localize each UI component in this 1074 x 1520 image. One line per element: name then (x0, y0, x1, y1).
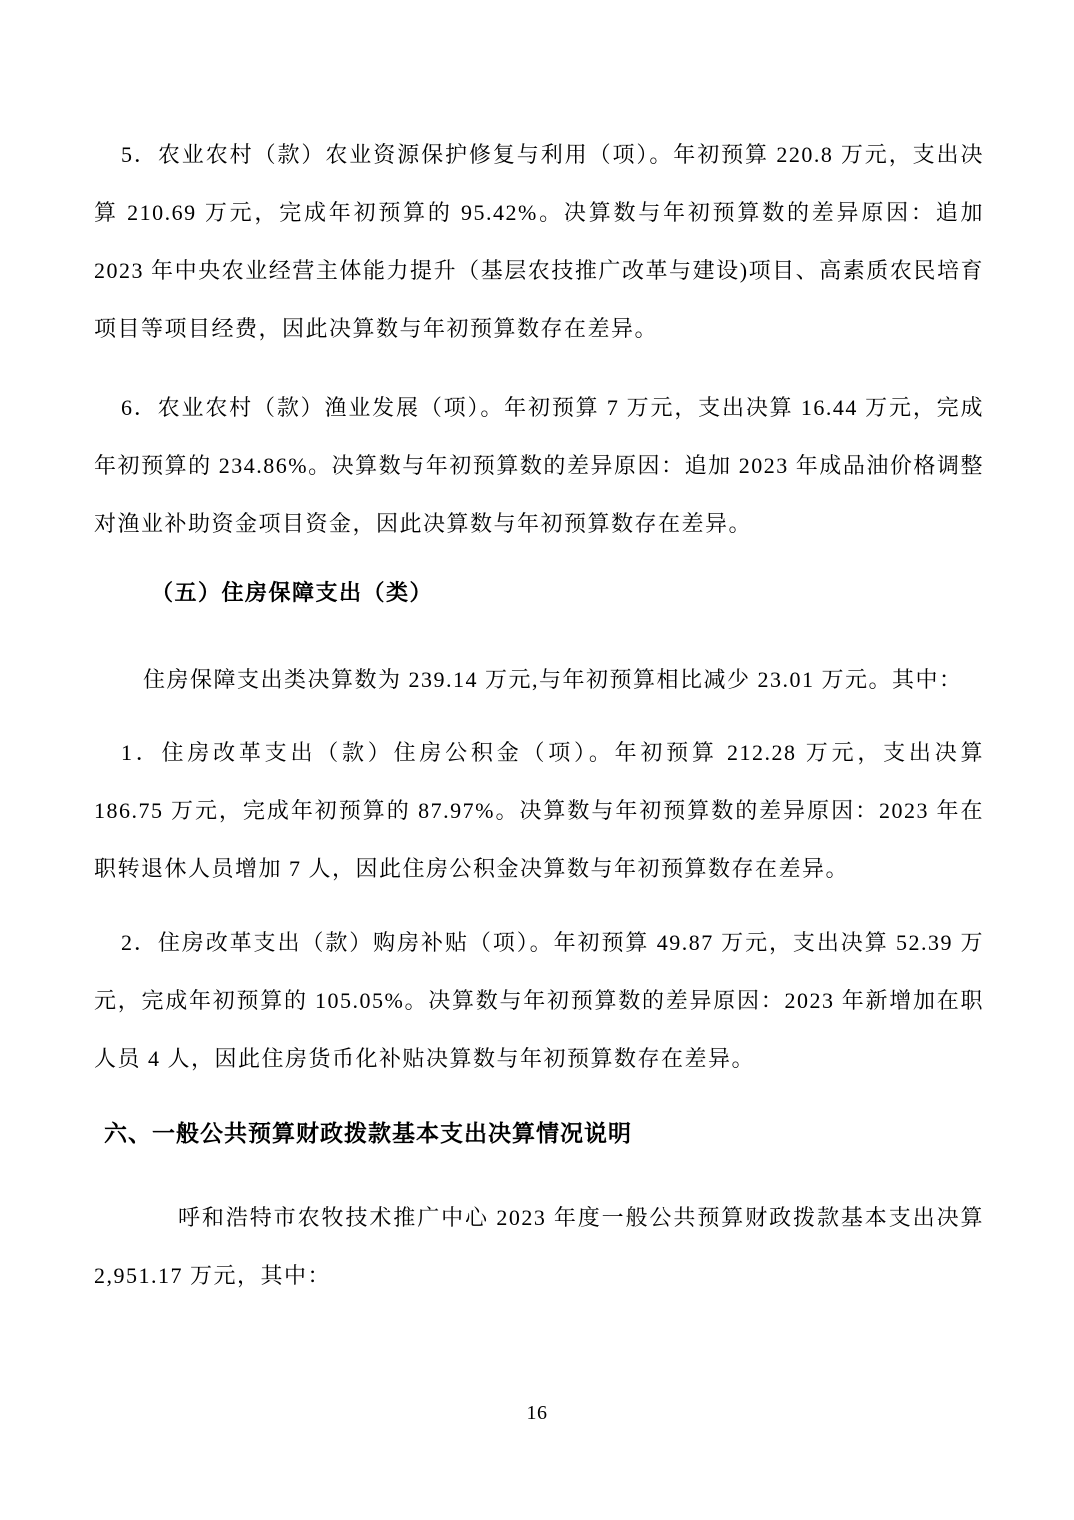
page-number: 16 (526, 1402, 548, 1424)
para-housing-purchase-subsidy-item: 2．住房改革支出（款）购房补贴（项）。年初预算 49.87 万元，支出决算 52.39 万元，完成年初预算的 105.05%。决算数与年初预算数的差异原因：2023 年新增加在职人员 4 人，因此住房货币化补贴决算数与年初预算数存在差异。 (94, 930, 984, 1071)
heading-basic-expense-section: 六、一般公共预算财政拨款基本支出决算情况说明 (104, 1120, 632, 1146)
heading-housing-expense-section: （五）住房保障支出（类） (151, 580, 434, 605)
document-content (94, 126, 984, 1305)
para-housing-provident-fund-item: 1．住房改革支出（款）住房公积金（项）。年初预算 212.28 万元，支出决算 186.75 万元，完成年初预算的 87.97%。决算数与年初预算数的差异原因：2023 年在职转退休人员增加 7 人，因此住房公积金决算数与年初预算数存在差异。 (94, 740, 984, 881)
para-housing-expense-summary: 住房保障支出类决算数为 239.14 万元,与年初预算相比减少 23.01 万元。其中： (143, 667, 963, 692)
para-fishery-development-item: 6．农业农村（款）渔业发展（项）。年初预算 7 万元，支出决算 16.44 万元，完成年初预算的 234.86%。决算数与年初预算数的差异原因：追加 2023 年成品油价格调整对渔业补助资金项目资金，因此决算数与年初预算数存在差异。 (94, 395, 984, 536)
para-agriculture-resource-item: 5．农业农村（款）农业资源保护修复与利用（项）。年初预算 220.8 万元，支出决算 210.69 万元，完成年初预算的 95.42%。决算数与年初预算数的差异原因：追加 2023 年中央农业经营主体能力提升（基层农技推广改革与建设)项目、高素质农民培育项目等项目经费，因此决算数与年初预算数存在差异。 (94, 142, 984, 341)
para-basic-expense-summary: 呼和浩特市农牧技术推广中心 2023 年度一般公共预算财政拨款基本支出决算 2,951.17 万元，其中： (94, 1205, 984, 1288)
